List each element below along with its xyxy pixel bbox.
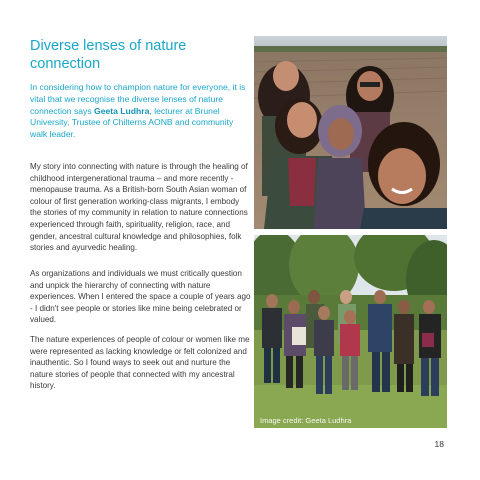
body-paragraph-2: As organizations and individuals we must critically question and unpick the hierarchy of connecting with nature experiences. When I entered the space a couple of years ago - I didn't see people or stories like mine being celebrated or valued. — [30, 269, 251, 325]
group-walk-photo — [254, 235, 447, 428]
intro-paragraph — [30, 82, 252, 141]
body-paragraph-1: My story into connecting with nature is through the healing of childhood intergenerational trauma – and more recently - menopause trauma. As a British-born South Asian woman of colour of first generation working-class migrants, I embody the stories of my community in relation to nature connections experienced through faith, spirituality, religion, race, and gender, ancestral cultural knowledge and philosophies, folk stories and ayurvedic healing. — [30, 162, 248, 253]
photo-credit: Image credit: Geeta Ludhra — [260, 416, 352, 425]
page-title: Diverse lenses of nature connection — [30, 38, 187, 72]
intro-lead: In considering how to champion nature for everyone, it is vital that we recognise the diverse lenses of nature connection says — [30, 82, 246, 116]
body-paragraph-3: The nature experiences of people of colour or women like me were represented as lacking knowledge or felt colonized and inauthentic. So I found ways to seek out and nurture the nature stories of people that connected with my ancestral history. — [30, 335, 250, 391]
author-name: Geeta Ludhra — [94, 105, 150, 116]
intro-tail: , lecturer at Brunel University, Trustee of Chilterns AONB and community walk leader. — [30, 105, 234, 140]
page-number: 18 — [434, 439, 444, 449]
selfie-photo — [254, 36, 447, 229]
